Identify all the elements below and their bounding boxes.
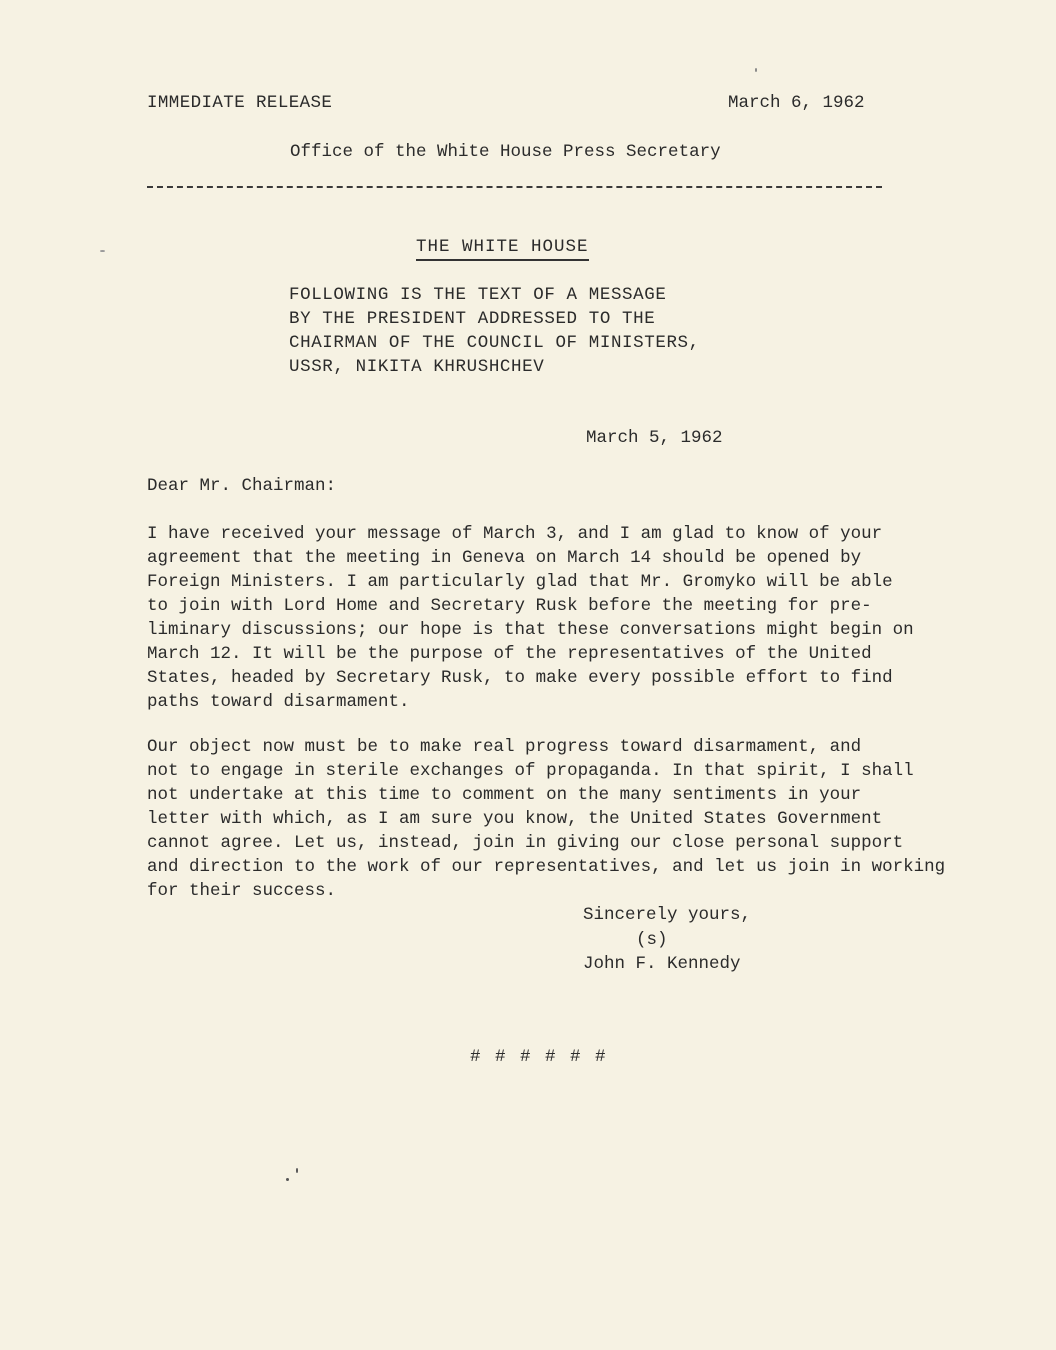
paper-speck: [100, 250, 105, 252]
white-house-title: THE WHITE HOUSE: [416, 236, 589, 261]
paragraph-line: not to engage in sterile exchanges of propaganda. In that spirit, I shall: [147, 761, 914, 781]
paper-speck: [286, 1178, 289, 1181]
letter-date: March 5, 1962: [586, 428, 723, 448]
heading-line: CHAIRMAN OF THE COUNCIL OF MINISTERS,: [289, 333, 700, 353]
paragraph-line: not undertake at this time to comment on the many sentiments in your: [147, 785, 862, 805]
signer-name: John F. Kennedy: [583, 954, 741, 974]
paragraph-line: States, headed by Secretary Rusk, to make every possible effort to find: [147, 668, 893, 688]
paragraph-line: I have received your message of March 3, and I am glad to know of your: [147, 524, 883, 544]
release-label: IMMEDIATE RELEASE: [147, 93, 333, 113]
paragraph-line: to join with Lord Home and Secretary Rusk before the meeting for pre-: [147, 596, 872, 616]
paragraph-line: Foreign Ministers. I am particularly glad that Mr. Gromyko will be able: [147, 572, 893, 592]
heading-line: USSR, NIKITA KHRUSHCHEV: [289, 357, 545, 377]
office-line: Office of the White House Press Secretary: [290, 142, 721, 162]
signature-mark: (s): [636, 930, 668, 950]
paragraph-1: [147, 522, 937, 714]
closing: Sincerely yours,: [583, 905, 752, 925]
heading-line: BY THE PRESIDENT ADDRESSED TO THE: [289, 309, 656, 329]
dashed-divider: [147, 186, 882, 188]
paragraph-line: for their success.: [147, 881, 337, 901]
paragraph-line: letter with which, as I am sure you know, the United States Government: [147, 809, 883, 829]
release-date: March 6, 1962: [728, 93, 865, 113]
paragraph-line: paths toward disarmament.: [147, 692, 410, 712]
paragraph-line: March 12. It will be the purpose of the representatives of the United: [147, 644, 872, 664]
paragraph-line: cannot agree. Let us, instead, join in giving our close personal support: [147, 833, 904, 853]
heading-line: FOLLOWING IS THE TEXT OF A MESSAGE: [289, 285, 667, 305]
paragraph-line: Our object now must be to make real progress toward disarmament, and: [147, 737, 862, 757]
paragraph-line: and direction to the work of our representatives, and let us join in working: [147, 857, 946, 877]
end-mark: # # # # # #: [470, 1047, 608, 1067]
paper-speck: [296, 1168, 298, 1173]
paragraph-line: agreement that the meeting in Geneva on March 14 should be opened by: [147, 548, 862, 568]
paragraph-line: liminary discussions; our hope is that these conversations might begin on: [147, 620, 914, 640]
paragraph-2: [147, 735, 946, 903]
paper-speck: [755, 68, 757, 72]
message-heading: [289, 283, 700, 379]
salutation: Dear Mr. Chairman:: [147, 476, 337, 496]
